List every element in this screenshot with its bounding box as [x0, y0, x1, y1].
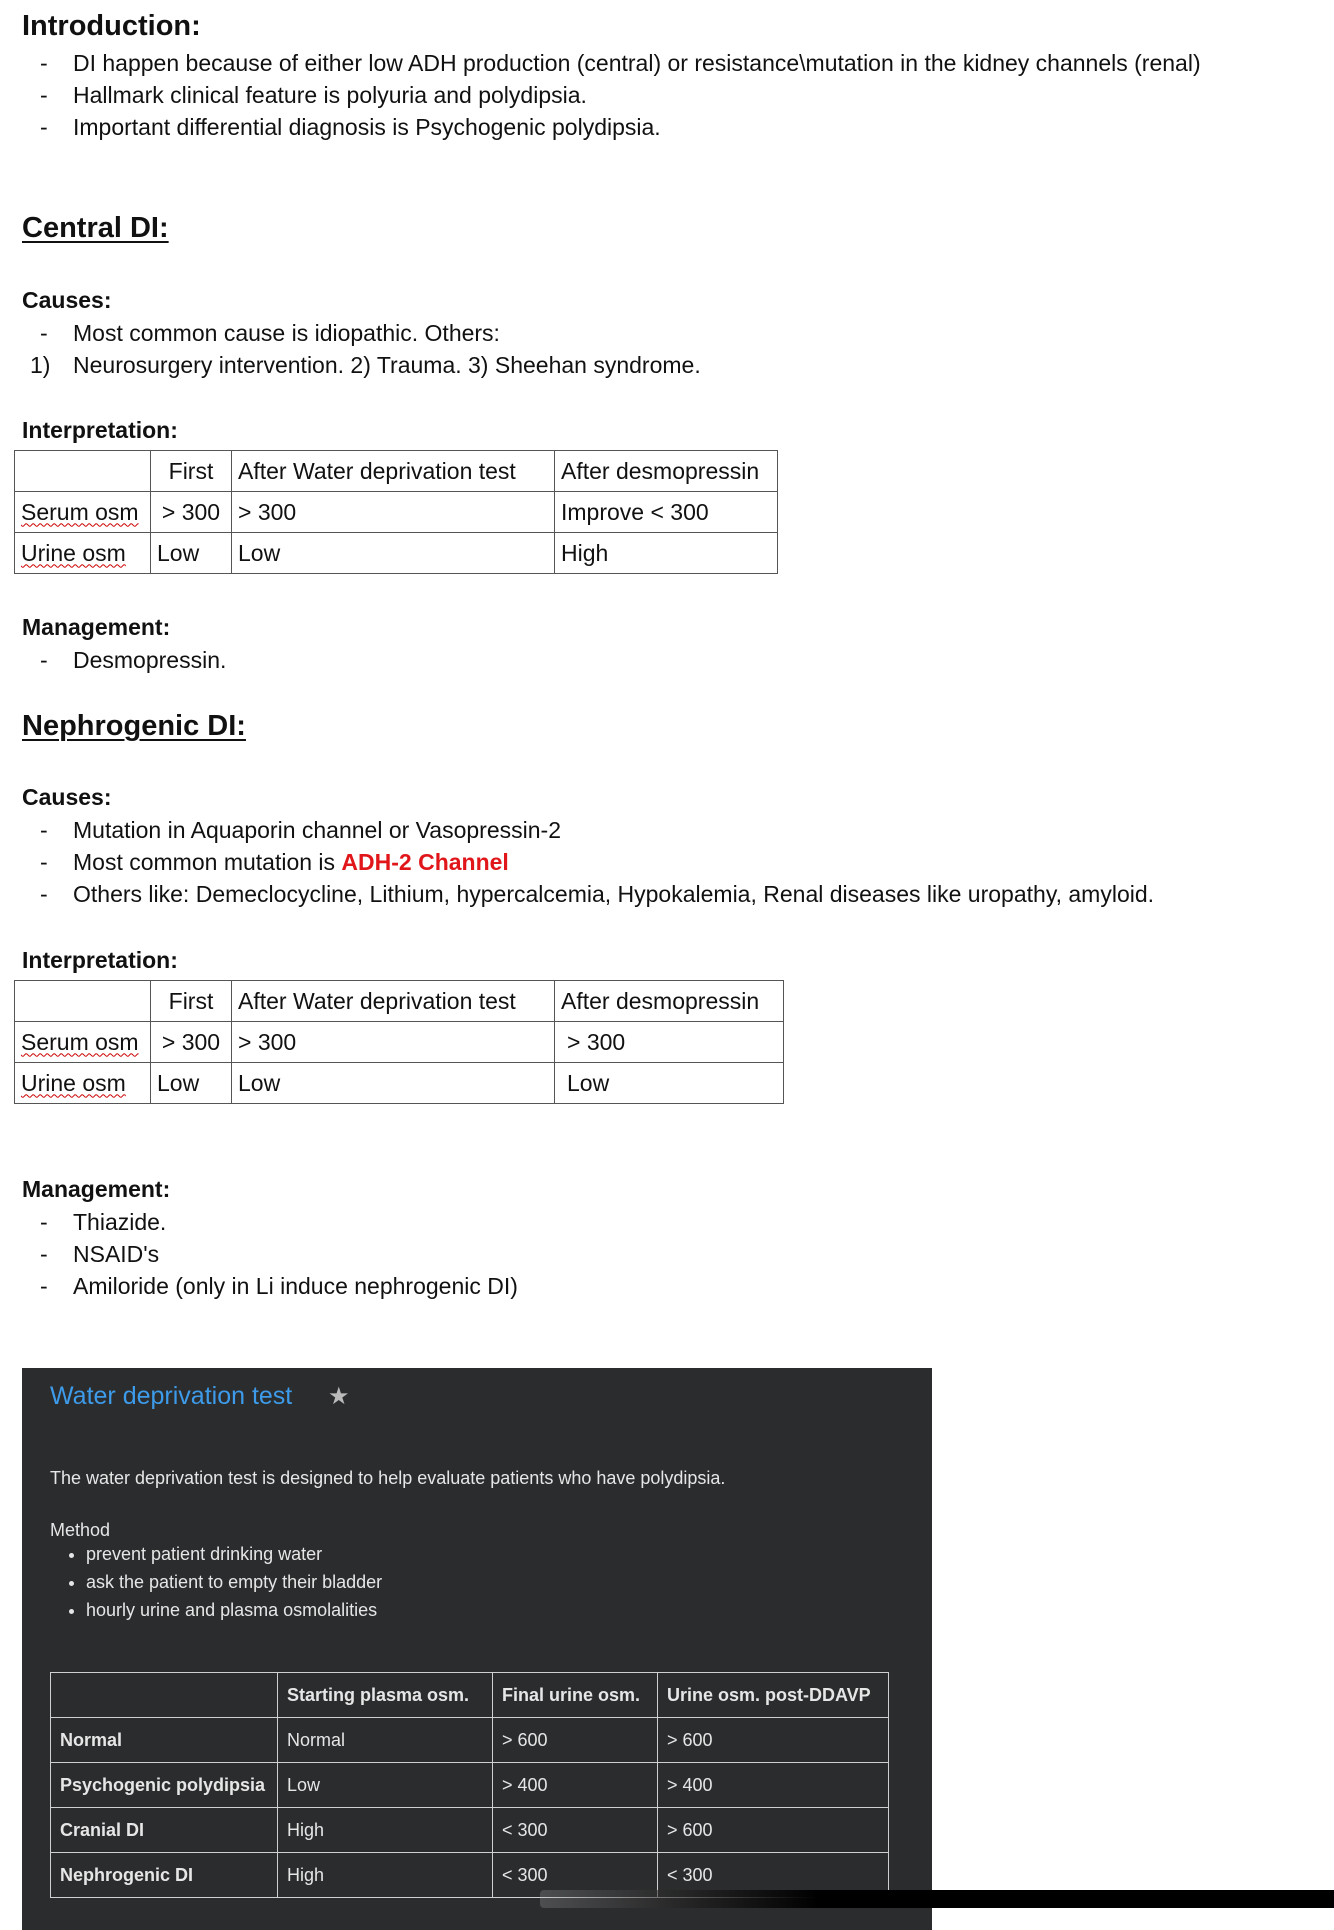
- central-causes-heading: Causes:: [22, 287, 112, 313]
- water-deprivation-table: [50, 1672, 889, 1898]
- list-item: • ask the patient to empty their bladder: [86, 1568, 382, 1596]
- nephro-interpretation-heading: Interpretation:: [22, 947, 178, 973]
- list-item: • hourly urine and plasma osmolalities: [86, 1596, 382, 1624]
- central-interpretation-heading: Interpretation:: [22, 417, 178, 443]
- method-list: [50, 1540, 382, 1624]
- panel-title[interactable]: Water deprivation test: [50, 1382, 293, 1410]
- horizontal-scrollbar[interactable]: [540, 1890, 1334, 1908]
- nephro-causes-heading: Causes:: [22, 784, 112, 810]
- table-row: Serum osm > 300 > 300 > 300: [15, 1022, 784, 1063]
- table-header-row: First After Water deprivation test After desmopressin: [15, 981, 784, 1022]
- table-row: Psychogenic polydipsia Low > 400 > 400: [51, 1763, 889, 1808]
- intro-heading: Introduction:: [22, 10, 201, 42]
- table-row: Urine osm Low Low High: [15, 533, 778, 574]
- panel-intro-text: The water deprivation test is designed to help evaluate patients who have polydipsia.: [50, 1468, 726, 1488]
- list-item: • prevent patient drinking water: [86, 1540, 382, 1568]
- table-row: Urine osm Low Low Low: [15, 1063, 784, 1104]
- nephro-interpretation-table: [14, 980, 784, 1104]
- table-row: Cranial DI High < 300 > 600: [51, 1808, 889, 1853]
- central-management-heading: Management:: [22, 614, 171, 640]
- adh2-channel-highlight: ADH-2 Channel: [341, 849, 509, 875]
- nephrogenic-di-heading: Nephrogenic DI:: [22, 710, 246, 742]
- star-icon[interactable]: ★: [328, 1383, 350, 1410]
- table-header-row: First After Water deprivation test After desmopressin: [15, 451, 778, 492]
- table-row: Nephrogenic DI High < 300 < 300: [51, 1853, 889, 1898]
- water-deprivation-panel: [22, 1368, 932, 1930]
- central-di-heading: Central DI:: [22, 212, 169, 244]
- nephro-management-heading: Management:: [22, 1176, 171, 1202]
- central-interpretation-table: [14, 450, 778, 574]
- table-row: Normal Normal > 600 > 600: [51, 1718, 889, 1763]
- table-header-row: Starting plasma osm. Final urine osm. Urine osm. post-DDAVP: [51, 1673, 889, 1718]
- table-row: Serum osm > 300 > 300 Improve < 300: [15, 492, 778, 533]
- method-heading: Method: [50, 1520, 111, 1540]
